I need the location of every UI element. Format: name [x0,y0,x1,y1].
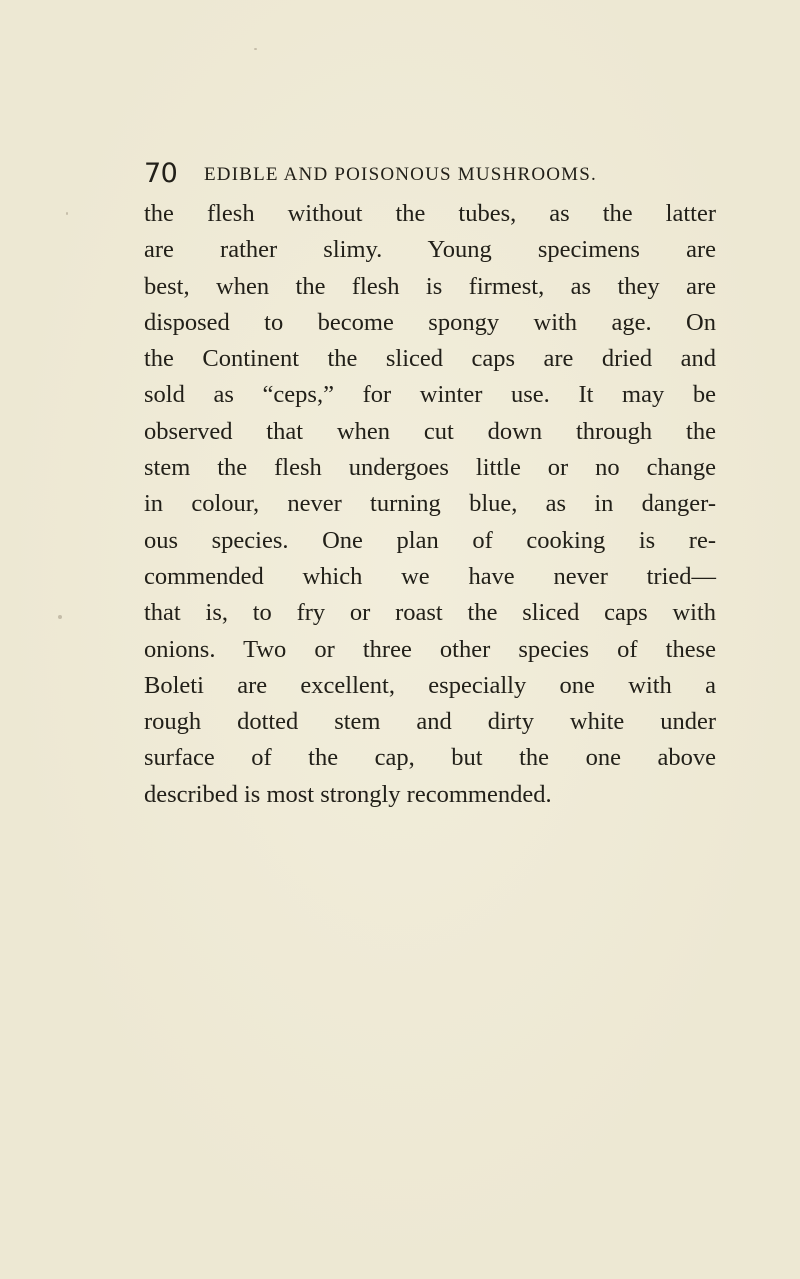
paper-speck [66,212,68,215]
text-line: Boleti are excellent, especially one with a [144,671,716,699]
page-number: 70 [144,158,178,189]
text-line: the flesh without the tubes, as the latter [144,200,716,227]
text-line: onions. Two or three other species of these [144,635,716,663]
text-line: rough dotted stem and dirty white under [144,708,716,736]
body-paragraph [144,196,716,813]
text-line: ous species. One plan of cooking is re- [144,526,716,554]
text-line: are rather slimy. Young specimens are [144,236,716,264]
text-line: stem the flesh undergoes little or no change [144,454,716,482]
text-line: commended which we have never tried— [144,562,716,590]
paper-speck [58,615,62,619]
paper-speck [254,48,257,50]
text-line: observed that when cut down through the [144,417,716,445]
text-line: surface of the cap, but the one above [144,744,716,772]
text-line: sold as “ceps,” for winter use. It may be [144,381,716,409]
text-line: disposed to become spongy with age. On [144,308,716,336]
text-line: described is most strongly recommended. [144,780,552,808]
text-line: in colour, never turning blue, as in danger- [144,490,716,518]
text-line: best, when the flesh is firmest, as they are [144,272,716,300]
running-head: EDIBLE AND POISONOUS MUSHROOMS. [204,164,597,185]
text-line: the Continent the sliced caps are dried and [144,345,716,373]
page-header [144,158,664,190]
text-line: that is, to fry or roast the sliced caps with [144,599,716,627]
